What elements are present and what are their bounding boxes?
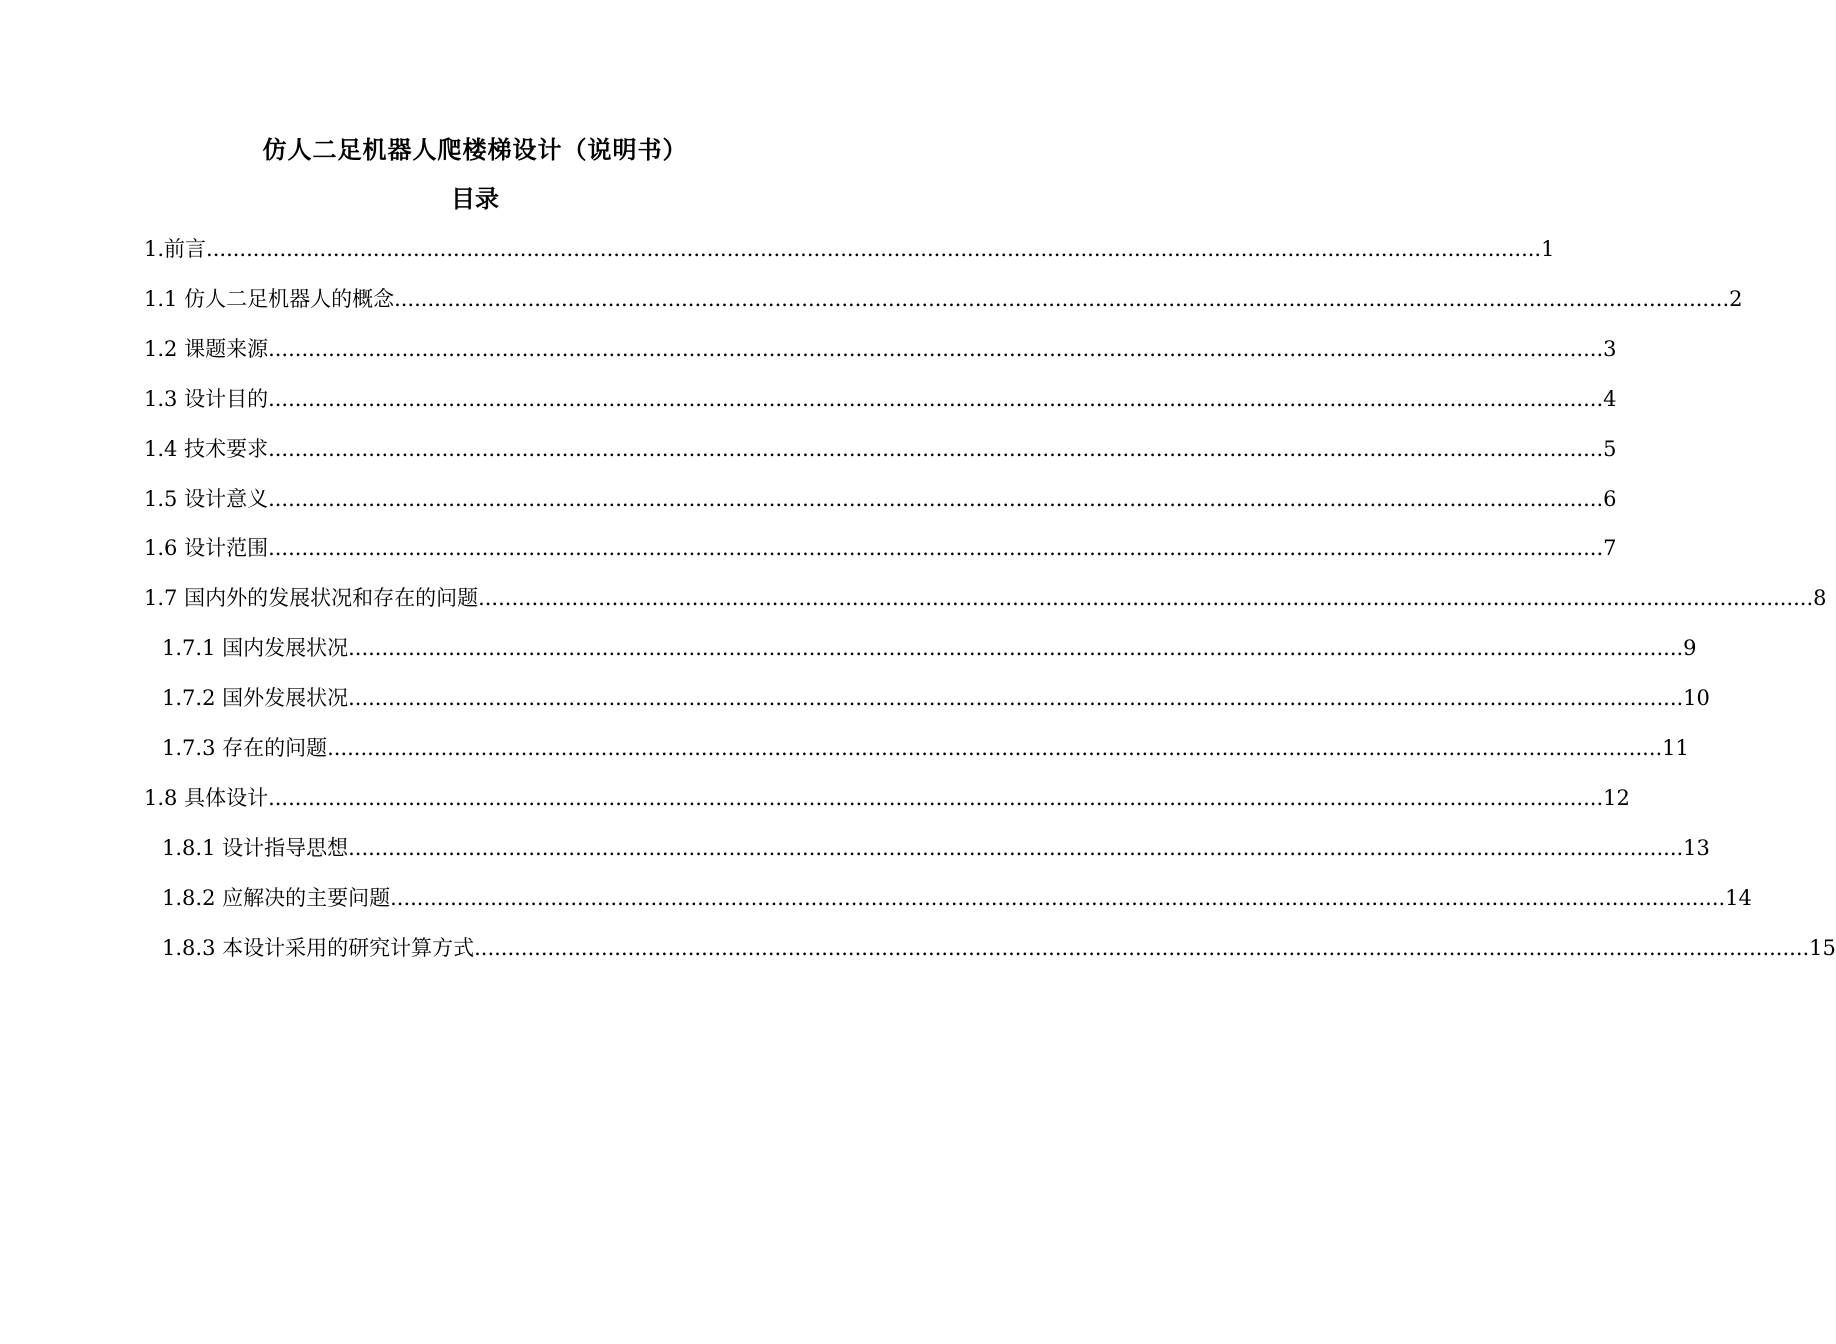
toc-dot-leader: ........................................................................................................................................................................................................ — [390, 886, 1726, 910]
toc-heading: 目录 — [451, 185, 499, 213]
toc-dot-leader: ........................................................................................................................................................................................................ — [268, 387, 1604, 411]
toc-dot-leader: ........................................................................................................................................................................................................ — [394, 287, 1730, 311]
toc-entry-label: 1.5 设计意义 — [144, 487, 269, 511]
toc-page-number: 7 — [1603, 536, 1617, 560]
toc-entry[interactable] — [144, 384, 1617, 414]
toc-page-number: 1 — [1541, 237, 1555, 261]
toc-dot-leader: ........................................................................................................................................................................................................ — [268, 786, 1604, 810]
toc-entry[interactable] — [144, 334, 1617, 364]
toc-entry-label: 1.3 设计目的 — [144, 387, 269, 411]
toc-entry-label: 1.4 技术要求 — [144, 437, 269, 461]
toc-dot-leader: ........................................................................................................................................................................................................ — [268, 437, 1604, 461]
toc-page-number: 11 — [1662, 736, 1689, 760]
toc-entry[interactable] — [144, 284, 1743, 314]
toc-entry-label: 1.1 仿人二足机器人的概念 — [144, 287, 395, 311]
toc-dot-leader: ........................................................................................................................................................................................................ — [478, 586, 1814, 610]
toc-page-number: 8 — [1813, 586, 1827, 610]
toc-entry-label: 1.7 国内外的发展状况和存在的问题 — [144, 586, 479, 610]
toc-page-number: 6 — [1603, 487, 1617, 511]
toc-entry-label: 1.2 课题来源 — [144, 337, 269, 361]
toc-page-number: 3 — [1603, 337, 1617, 361]
toc-page-number: 15 — [1809, 936, 1836, 960]
toc-entry[interactable] — [144, 583, 1827, 613]
toc-entry[interactable] — [162, 933, 1836, 963]
toc-entry[interactable] — [162, 883, 1752, 913]
document-title: 仿人二足机器人爬楼梯设计（说明书） — [262, 136, 688, 164]
toc-page-number: 4 — [1603, 387, 1617, 411]
toc-entry-label: 1.6 设计范围 — [144, 536, 269, 560]
toc-dot-leader: ........................................................................................................................................................................................................ — [474, 936, 1810, 960]
toc-dot-leader: ........................................................................................................................................................................................................ — [327, 736, 1663, 760]
toc-entry[interactable] — [162, 733, 1689, 763]
toc-entry-label: 1.前言 — [144, 237, 207, 261]
toc-entry-label: 1.7.1 国内发展状况 — [162, 636, 349, 660]
toc-entry-label: 1.7.3 存在的问题 — [162, 736, 328, 760]
toc-entry-label: 1.8.1 设计指导思想 — [162, 836, 349, 860]
toc-dot-leader: ........................................................................................................................................................................................................ — [268, 487, 1604, 511]
toc-page-number: 10 — [1683, 686, 1710, 710]
toc-page-number: 13 — [1683, 836, 1710, 860]
toc-dot-leader: ........................................................................................................................................................................................................ — [268, 536, 1604, 560]
toc-dot-leader: ........................................................................................................................................................................................................ — [268, 337, 1604, 361]
toc-page-number: 14 — [1725, 886, 1752, 910]
toc-entry-label: 1.7.2 国外发展状况 — [162, 686, 349, 710]
toc-entry-label: 1.8.3 本设计采用的研究计算方式 — [162, 936, 475, 960]
toc-entry[interactable] — [144, 234, 1555, 264]
toc-entry[interactable] — [162, 833, 1710, 863]
toc-entry[interactable] — [162, 633, 1697, 663]
toc-dot-leader: ........................................................................................................................................................................................................ — [348, 836, 1684, 860]
toc-page-number: 5 — [1603, 437, 1617, 461]
toc-entry-label: 1.8.2 应解决的主要问题 — [162, 886, 391, 910]
toc-dot-leader: ........................................................................................................................................................................................................ — [206, 237, 1542, 261]
toc-entry[interactable] — [144, 783, 1630, 813]
toc-entry[interactable] — [144, 434, 1617, 464]
toc-page-number: 12 — [1603, 786, 1630, 810]
toc-entry[interactable] — [144, 533, 1617, 563]
toc-dot-leader: ........................................................................................................................................................................................................ — [348, 686, 1684, 710]
toc-entry[interactable] — [144, 484, 1617, 514]
toc-entry-label: 1.8 具体设计 — [144, 786, 269, 810]
toc-entry[interactable] — [162, 683, 1710, 713]
toc-page-number: 9 — [1683, 636, 1697, 660]
toc-dot-leader: ........................................................................................................................................................................................................ — [348, 636, 1684, 660]
toc-page-number: 2 — [1729, 287, 1743, 311]
